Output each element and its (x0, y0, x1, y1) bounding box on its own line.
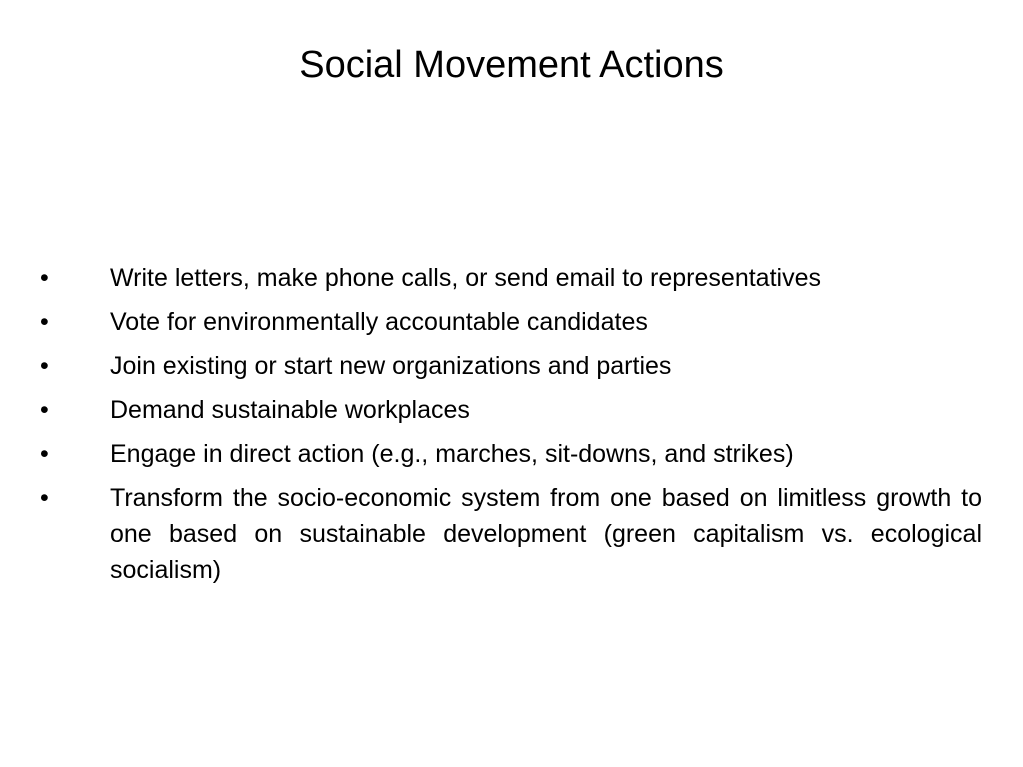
bullet-text: Join existing or start new organizations and parties (110, 352, 672, 380)
bullet-item (40, 260, 982, 296)
bullet-text: Write letters, make phone calls, or send email to representatives (110, 264, 821, 292)
bullet-text: Transform the socio-economic system from one based on limitless growth to one based on sustainable development (green capitalism vs. ecological socialism) (110, 484, 982, 584)
bullet-item (40, 304, 982, 340)
bullet-icon: • (40, 484, 49, 512)
bullet-icon: • (40, 308, 49, 336)
bullet-text: Demand sustainable workplaces (110, 396, 470, 424)
bullet-item (40, 392, 982, 428)
bullet-item (40, 348, 982, 384)
bullet-text: Vote for environmentally accountable candidates (110, 308, 648, 336)
bullet-icon: • (40, 352, 49, 380)
bullet-icon: • (40, 264, 49, 292)
bullet-text: Engage in direct action (e.g., marches, sit-downs, and strikes) (110, 440, 794, 468)
bullet-icon: • (40, 396, 49, 424)
slide-title: Social Movement Actions (299, 44, 724, 86)
bullet-item (40, 436, 982, 472)
bullet-item (40, 480, 982, 588)
bullet-list (40, 260, 982, 596)
bullet-icon: • (40, 440, 49, 468)
